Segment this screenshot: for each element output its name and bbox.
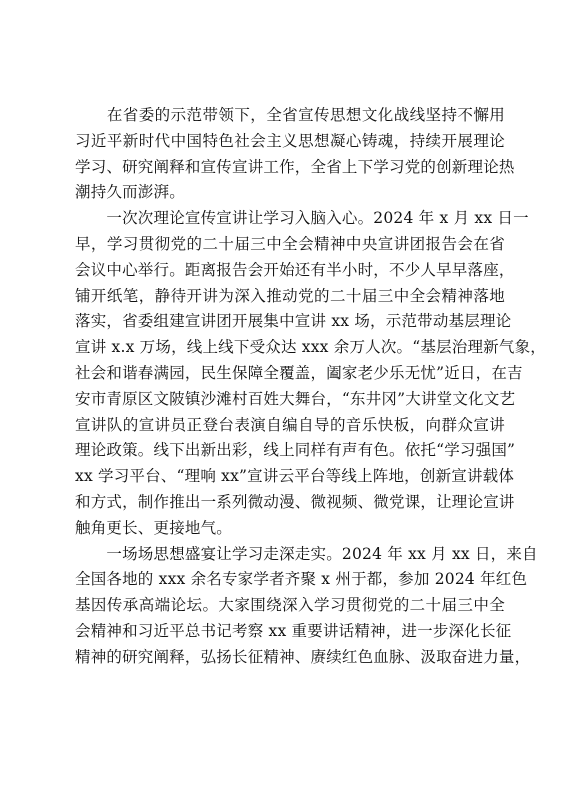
text-line: 全国各地的 xxx 余名专家学者齐聚 x 州于都，参加 2024 年红色 bbox=[75, 570, 528, 589]
text-line: xx 学习平台、“理响 xx”宣讲云平台等线上阵地，创新宣讲载体 bbox=[75, 467, 515, 486]
text-line: 铺开纸笔，静待开讲为深入推动党的二十届三中全会精神落地 bbox=[75, 286, 505, 305]
text-line: 落实，省委组建宣讲团开展集中宣讲 xx 场，示范带动基层理论 bbox=[75, 312, 512, 331]
text-line: 学习、研究阐释和宣传宣讲工作，全省上下学习党的创新理论热 bbox=[75, 157, 515, 176]
text-line: 社会和谐春满园，民生保障全覆盖，阖家老少乐无忧”近日，在吉 bbox=[75, 363, 523, 382]
text-line: 会议中心举行。距离报告会开始还有半小时，不少人早早落座， bbox=[75, 260, 515, 279]
text-line: 一次次理论宣传宣讲让学习入脑入心。2024 年 x 月 xx 日一 bbox=[75, 209, 529, 228]
text-line: 宣讲队的宣讲员正登台表演自编自导的音乐快板，向群众宣讲 bbox=[75, 415, 505, 434]
text-line: 和方式，制作推出一系列微动漫、微视频、微党课，让理论宣讲 bbox=[75, 492, 515, 511]
text-line: 潮持久而澎湃。 bbox=[75, 183, 185, 202]
text-line: 习近平新时代中国特色社会主义思想凝心铸魂，持续开展理论 bbox=[75, 131, 505, 150]
text-line: 会精神和习近平总书记考察 xx 重要讲话精神，进一步深化长征 bbox=[75, 621, 512, 640]
text-line: 宣讲 x.x 万场，线上线下受众达 xxx 余万人次。“基层治理新气象， bbox=[75, 338, 546, 357]
text-line: 理论政策。线下出新出彩，线上同样有声有色。依托“学习强国” bbox=[75, 441, 516, 460]
text-line: 一场场思想盛宴让学习走深走实。2024 年 xx 月 xx 日，来自 bbox=[75, 544, 538, 563]
text-line: 基因传承高端论坛。大家围绕深入学习贯彻党的二十届三中全 bbox=[75, 596, 505, 615]
body-text bbox=[75, 103, 546, 671]
paragraph-1 bbox=[75, 103, 515, 206]
text-line: 早，学习贯彻党的二十届三中全会精神中央宣讲团报告会在省 bbox=[75, 234, 505, 253]
text-line: 精神的研究阐释，弘扬长征精神、赓续红色血脉、汲取奋进力量， bbox=[75, 647, 531, 666]
paragraph-2 bbox=[75, 206, 546, 541]
text-line: 在省委的示范带领下，全省宣传思想文化战线坚持不懈用 bbox=[75, 106, 505, 124]
text-line: 安市青原区文陂镇沙滩村百姓大舞台，“东井冈”大讲堂文化文艺 bbox=[75, 389, 516, 408]
paragraph-3 bbox=[75, 542, 538, 671]
text-line: 触角更长、更接地气。 bbox=[75, 518, 233, 537]
